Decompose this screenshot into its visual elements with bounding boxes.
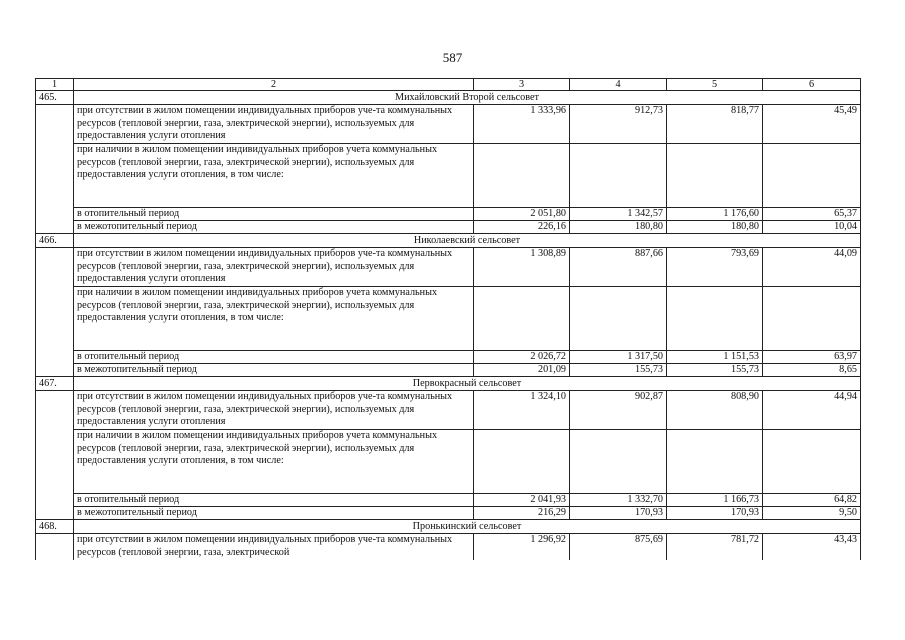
value-col3: 2 041,93 [474,494,570,507]
row-description: в межотопительный период [74,221,474,234]
table-row [36,144,861,208]
value-col4: 902,87 [570,391,667,430]
value-col4: 1 332,70 [570,494,667,507]
value-col4 [570,430,667,494]
value-col5: 155,73 [667,364,763,377]
value-col3: 2 051,80 [474,208,570,221]
table-row [36,351,861,364]
row-description: при отсутствии в жилом помещении индивидуальных приборов уче-та коммунальных ресурсов (тепловой энергии, газа, электрической [74,534,474,561]
value-col6: 44,94 [763,391,861,430]
section-index: 465. [36,91,74,105]
table-row [36,208,861,221]
page-number: 587 [442,50,463,65]
value-col4: 1 317,50 [570,351,667,364]
value-col3: 1 333,96 [474,105,570,144]
value-col5: 1 166,73 [667,494,763,507]
section-header-row [36,377,861,391]
row-description: в отопительный период [74,208,474,221]
column-number-cell: 6 [763,79,861,91]
value-col5: 808,90 [667,391,763,430]
value-col6: 45,49 [763,105,861,144]
value-col6: 64,82 [763,494,861,507]
value-col3 [474,430,570,494]
value-col3 [474,144,570,208]
value-col3: 1 324,10 [474,391,570,430]
table-row [36,248,861,287]
row-description: в отопительный период [74,351,474,364]
value-col4: 1 342,57 [570,208,667,221]
table-row [36,430,861,494]
value-col4 [570,144,667,208]
value-col5: 818,77 [667,105,763,144]
value-col4: 875,69 [570,534,667,561]
value-col6: 43,43 [763,534,861,561]
section-title: Михайловский Второй сельсовет [74,91,861,105]
section-index: 468. [36,520,74,534]
index-spacer-cell [36,105,74,234]
value-col4: 170,93 [570,507,667,520]
value-col5: 180,80 [667,221,763,234]
row-description: при отсутствии в жилом помещении индивидуальных приборов уче-та коммунальных ресурсов (тепловой энергии, газа, электрической энергии), используемых для предоставления услуги отопления [74,248,474,287]
section-index: 467. [36,377,74,391]
value-col6 [763,430,861,494]
row-description: в отопительный период [74,494,474,507]
value-col3 [474,287,570,351]
column-number-cell: 2 [74,79,474,91]
row-description: при отсутствии в жилом помещении индивидуальных приборов уче-та коммунальных ресурсов (тепловой энергии, газа, электрической энергии), используемых для предоставления услуги отопления [74,391,474,430]
section-header-row [36,91,861,105]
value-col6: 10,04 [763,221,861,234]
section-header-row [36,234,861,248]
table-row [36,494,861,507]
row-description: в межотопительный период [74,507,474,520]
value-col6: 9,50 [763,507,861,520]
value-col3: 216,29 [474,507,570,520]
value-col3: 1 308,89 [474,248,570,287]
value-col4: 155,73 [570,364,667,377]
row-description: при наличии в жилом помещении индивидуальных приборов учета коммунальных ресурсов (тепловой энергии, газа, электрической энергии), используемых для предоставления услуги отопления, в том числе: [74,287,474,351]
table-row [36,507,861,520]
value-col5: 781,72 [667,534,763,561]
index-spacer-cell [36,534,74,561]
row-description: при наличии в жилом помещении индивидуальных приборов учета коммунальных ресурсов (тепловой энергии, газа, электрической энергии), используемых для предоставления услуги отопления, в том числе: [74,430,474,494]
value-col5: 1 176,60 [667,208,763,221]
value-col5 [667,287,763,351]
value-col6 [763,287,861,351]
index-spacer-cell [36,391,74,520]
section-title: Пронькинский сельсовет [74,520,861,534]
value-col4: 887,66 [570,248,667,287]
table-row [36,364,861,377]
row-description: при наличии в жилом помещении индивидуальных приборов учета коммунальных ресурсов (тепловой энергии, газа, электрической энергии), используемых для предоставления услуги отопления, в том числе: [74,144,474,208]
column-number-cell: 3 [474,79,570,91]
section-header-row [36,520,861,534]
value-col6: 63,97 [763,351,861,364]
column-number-cell: 5 [667,79,763,91]
value-col3: 1 296,92 [474,534,570,561]
value-col4: 912,73 [570,105,667,144]
tariff-table [35,78,861,560]
section-title: Первокрасный сельсовет [74,377,861,391]
section-title: Николаевский сельсовет [74,234,861,248]
table-row [36,391,861,430]
table-row [36,221,861,234]
value-col3: 226,16 [474,221,570,234]
table-row [36,287,861,351]
value-col6: 8,65 [763,364,861,377]
value-col6: 65,37 [763,208,861,221]
column-number-cell: 4 [570,79,667,91]
value-col4 [570,287,667,351]
value-col5: 170,93 [667,507,763,520]
value-col5: 793,69 [667,248,763,287]
value-col4: 180,80 [570,221,667,234]
index-spacer-cell [36,248,74,377]
value-col5: 1 151,53 [667,351,763,364]
row-description: в межотопительный период [74,364,474,377]
value-col6 [763,144,861,208]
column-number-cell: 1 [36,79,74,91]
value-col6: 44,09 [763,248,861,287]
value-col5 [667,430,763,494]
row-description: при отсутствии в жилом помещении индивидуальных приборов уче-та коммунальных ресурсов (тепловой энергии, газа, электрической энергии), используемых для предоставления услуги отопления [74,105,474,144]
value-col5 [667,144,763,208]
table-row [36,105,861,144]
table-row [36,534,861,561]
value-col3: 201,09 [474,364,570,377]
value-col3: 2 026,72 [474,351,570,364]
column-number-row [36,79,861,91]
section-index: 466. [36,234,74,248]
